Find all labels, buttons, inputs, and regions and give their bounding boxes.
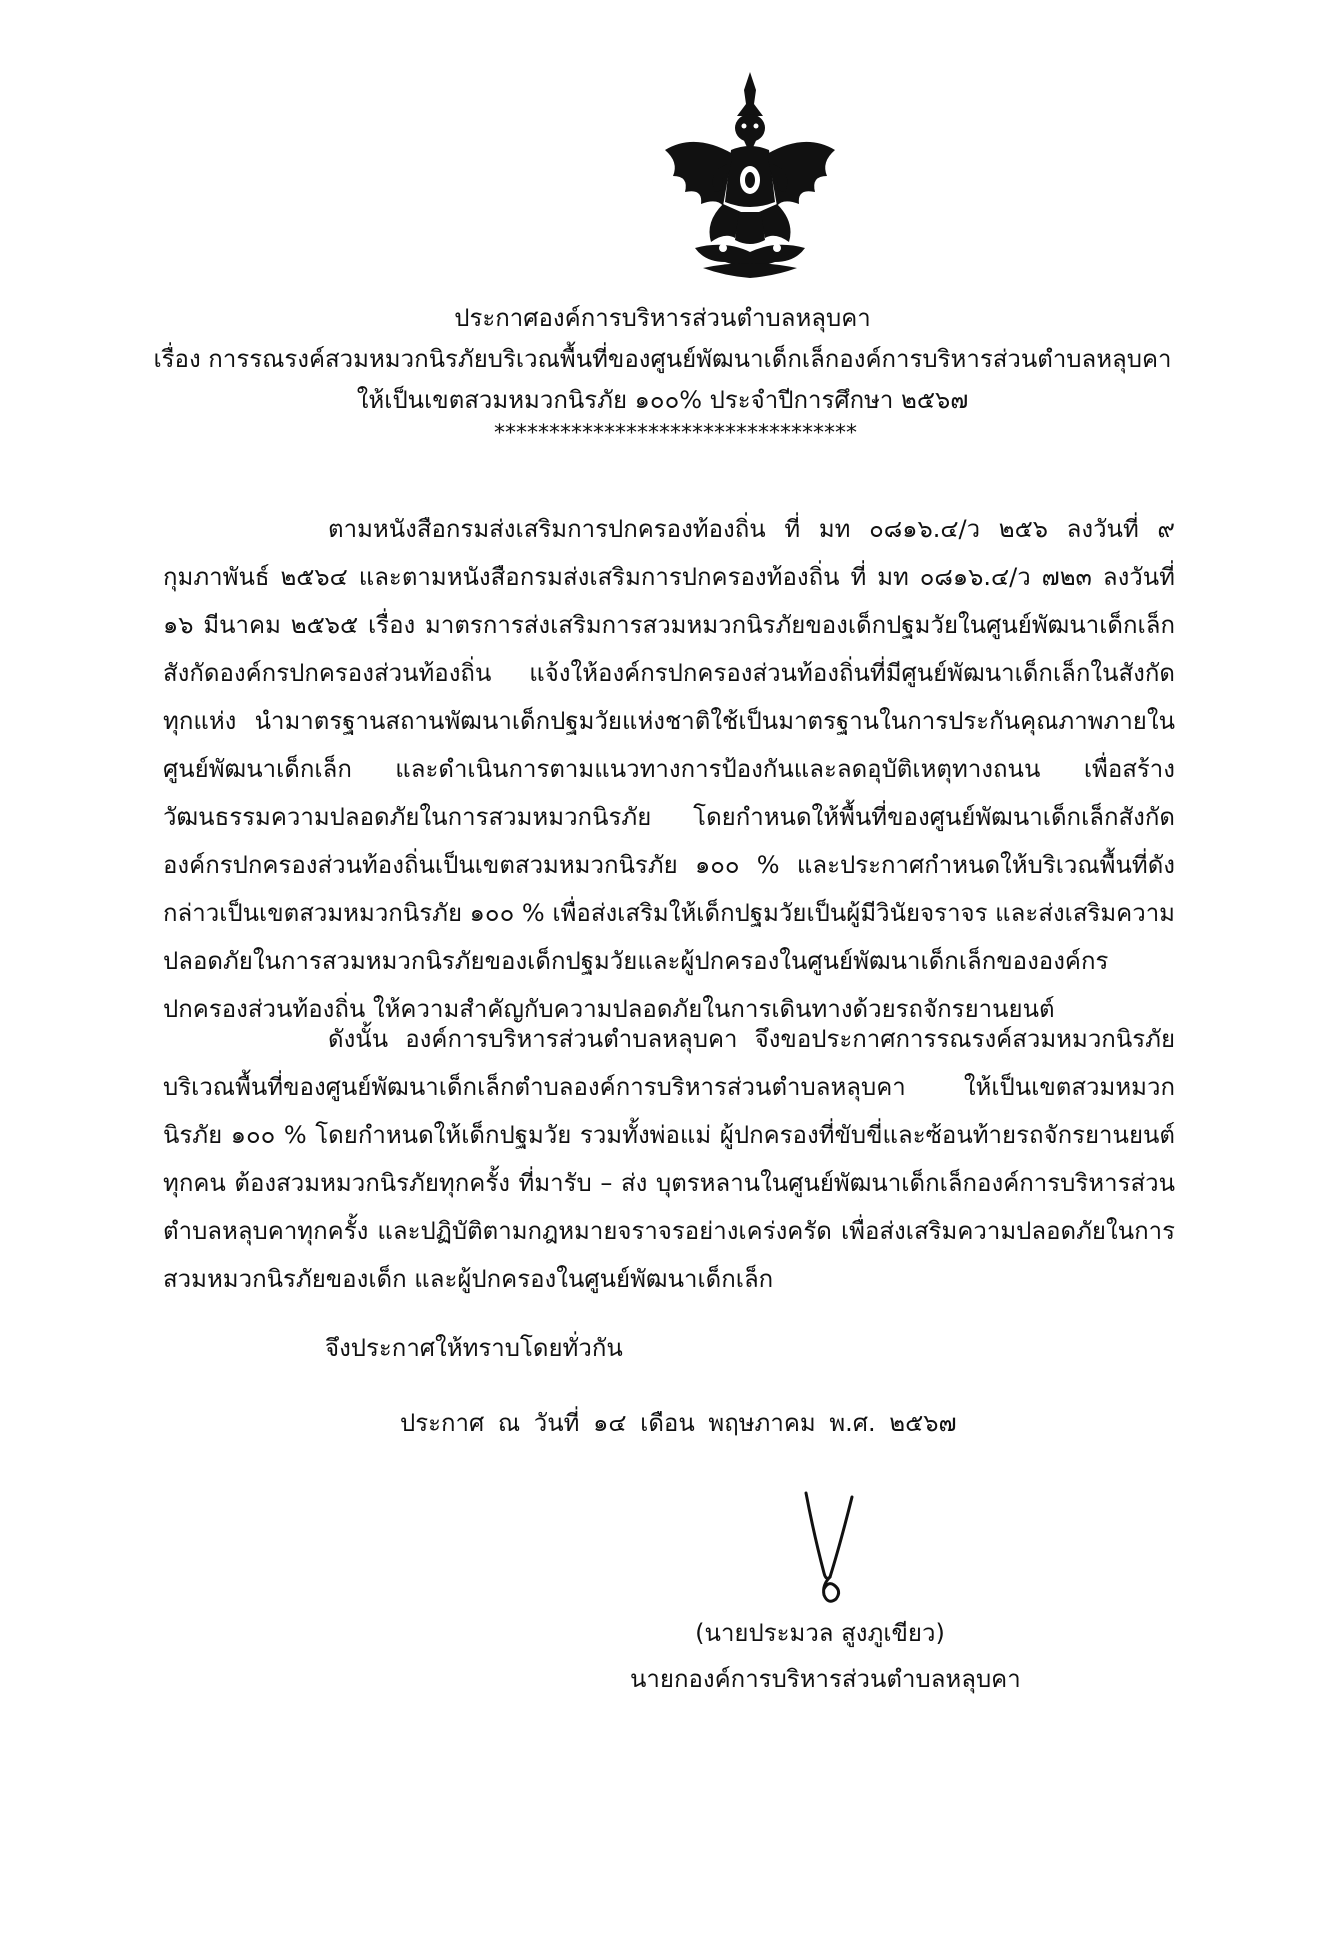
announcement-date: ประกาศ ณ วันที่ ๑๔ เดือน พฤษภาคม พ.ศ. ๒๕๖๗: [400, 1409, 957, 1437]
garuda-emblem-icon: [655, 72, 845, 282]
announcement-subject: เรื่อง การรณรงค์สวมหมวกนิรภัยบริเวณพื้นที่ของศูนย์พัฒนาเด็กเล็กองค์การบริหารส่วนตำบลหลุบคา: [153, 345, 1172, 373]
announcement-title: ประกาศองค์การบริหารส่วนตำบลหลุบคา: [454, 304, 871, 332]
signer-name: (นายประมวล สูงภูเขียว): [695, 1619, 945, 1647]
signer-block: [630, 1610, 1021, 1702]
body-paragraph-2: ดังนั้น องค์การบริหารส่วนตำบลหลุบคา จึงขอประกาศการรณรงค์สวมหมวกนิรภัยบริเวณพื้นที่ของศูนย์พัฒนาเด็กเล็กตำบลองค์การบริหารส่วนตำบลหลุบคา ให้เป็นเขตสวมหมวกนิรภัย ๑๐๐ % โดยกำหนดให้เด็กปฐมวัย รวมทั้งพ่อแม่ ผู้ปกครองที่ขับขี่และซ้อนท้ายรถจักรยานยนต์ทุกคน ต้องสวมหมวกนิรภัยทุกครั้ง ที่มารับ – ส่ง บุตรหลานในศูนย์พัฒนาเด็กเล็กองค์การบริหารส่วนตำบลหลุบคาทุกครั้ง และปฏิบัติตามกฎหมายจราจรอย่างเคร่งครัด เพื่อส่งเสริมความปลอดภัยในการสวมหมวกนิรภัยของเด็ก และผู้ปกครองในศูนย์พัฒนาเด็กเล็ก: [163, 1025, 1175, 1293]
announcement-header: [120, 298, 1205, 421]
closing-statement: จึงประกาศให้ทราบโดยทั่วกัน: [325, 1334, 623, 1362]
header-separator: *********************************: [494, 421, 857, 446]
announcement-subject-continued: ให้เป็นเขตสวมหมวกนิรภัย ๑๐๐% ประจำปีการศึกษา ๒๕๖๗: [356, 386, 969, 414]
body-paragraph-1: ตามหนังสือกรมส่งเสริมการปกครองท้องถิ่น ที่ มท ๐๘๑๖.๔/ว ๒๕๖ ลงวันที่ ๙ กุมภาพันธ์ ๒๕๖๔ และตามหนังสือกรมส่งเสริมการปกครองท้องถิ่น ที่ มท ๐๘๑๖.๔/ว ๗๒๓ ลงวันที่ ๑๖ มีนาคม ๒๕๖๕ เรื่อง มาตรการส่งเสริมการสวมหมวกนิรภัยของเด็กปฐมวัยในศูนย์พัฒนาเด็กเล็กสังกัดองค์กรปกครองส่วนท้องถิ่น แจ้งให้องค์กรปกครองส่วนท้องถิ่นที่มีศูนย์พัฒนาเด็กเล็กในสังกัดทุกแห่ง นำมาตรฐานสถานพัฒนาเด็กปฐมวัยแห่งชาติใช้เป็นมาตรฐานในการประกันคุณภาพภายในศูนย์พัฒนาเด็กเล็ก และดำเนินการตามแนวทางการป้องกันและลดอุบัติเหตุทางถนน เพื่อสร้างวัฒนธรรมความปลอดภัยในการสวมหมวกนิรภัย โดยกำหนดให้พื้นที่ของศูนย์พัฒนาเด็กเล็กสังกัดองค์กรปกครองส่วนท้องถิ่นเป็นเขตสวมหมวกนิรภัย ๑๐๐ % และประกาศกำหนดให้บริเวณพื้นที่ดังกล่าวเป็นเขตสวมหมวกนิรภัย ๑๐๐ % เพื่อส่งเสริมให้เด็กปฐมวัยเป็นผู้มีวินัยจราจร และส่งเสริมความปลอดภัยในการสวมหมวกนิรภัยของเด็กปฐมวัยและผู้ปกครองในศูนย์พัฒนาเด็กเล็กขององค์กรปกครองส่วนท้องถิ่น ให้ความสำคัญกับความปลอดภัยในการเดินทางด้วยรถจักรยานยนต์: [163, 515, 1175, 1023]
signer-position: นายกองค์การบริหารส่วนตำบลหลุบคา: [630, 1665, 1021, 1693]
handwritten-signature-icon: [800, 1485, 870, 1610]
